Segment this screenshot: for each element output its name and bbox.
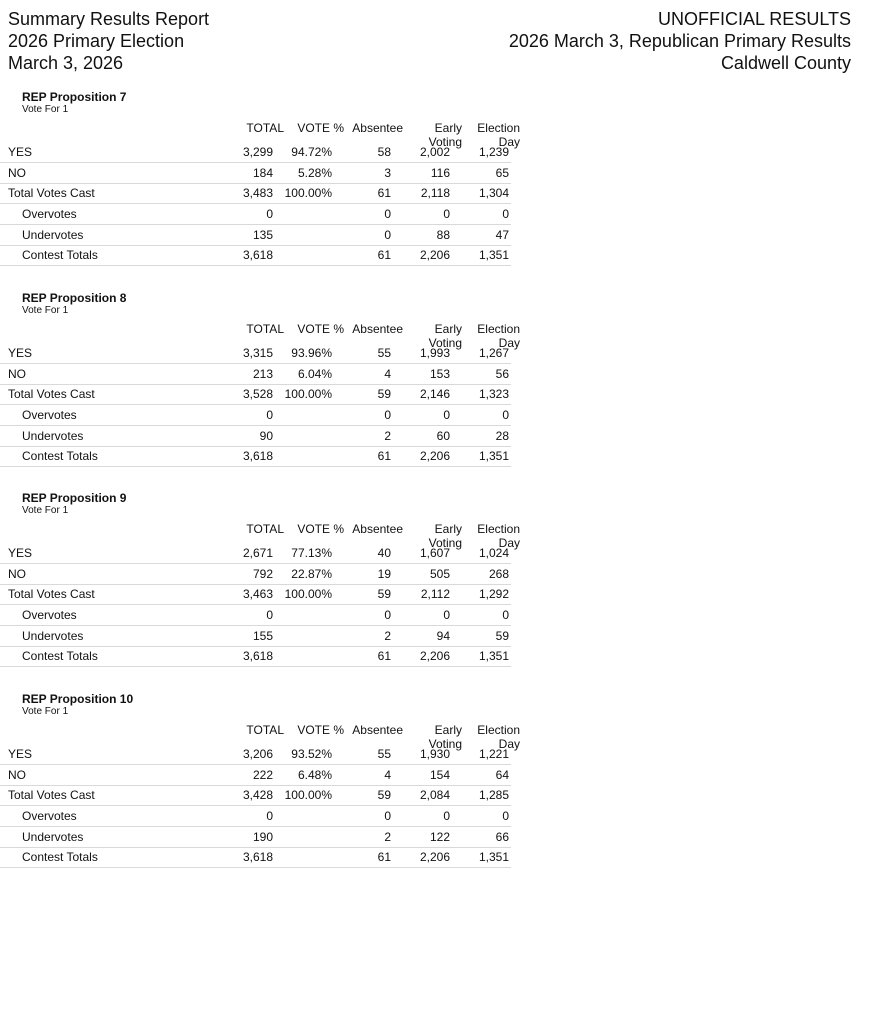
column-header-early-voting-text: Voting: [428, 536, 462, 550]
election-day-value: 0: [502, 408, 509, 422]
total-value: 3,618: [242, 649, 273, 663]
election-name: 2026 Primary Election: [8, 31, 185, 51]
column-header-total: [246, 522, 284, 536]
vote-for-label: Vote For 1: [22, 305, 69, 316]
total-value: 792: [252, 567, 273, 581]
early-voting-value: 2,118: [420, 186, 450, 200]
column-header-early-voting-text: Early: [434, 522, 462, 536]
early-voting-value: 0: [443, 207, 450, 221]
result-row: [0, 225, 511, 246]
result-row: [0, 584, 511, 605]
early-voting-value: 116: [430, 166, 450, 180]
result-row: [0, 744, 511, 765]
absentee-value: 3: [384, 166, 391, 180]
vote-for-label: Vote For 1: [22, 706, 69, 717]
vote-pct-value: 100.00%: [284, 587, 332, 601]
absentee-value: 59: [377, 587, 391, 601]
report-title: Summary Results Report: [8, 9, 210, 29]
total-value: 3,483: [242, 186, 273, 200]
column-header-early-voting-text: Voting: [428, 336, 462, 350]
column-header-election-day-text: Election: [477, 322, 520, 336]
column-header-early-voting-text: Early: [434, 322, 462, 336]
column-header-total-text: TOTAL: [246, 723, 284, 737]
election-date: March 3, 2026: [8, 53, 124, 73]
absentee-value: 59: [377, 788, 391, 802]
total-value: 222: [252, 768, 273, 782]
column-header-vote-pct: [297, 322, 344, 336]
total-value: 3,206: [242, 747, 273, 761]
absentee-value: 4: [384, 367, 391, 381]
column-header-absentee: [352, 522, 403, 536]
election-day-value: 0: [502, 207, 509, 221]
column-header-absentee-text: Absentee: [352, 322, 403, 336]
contest-title: REP Proposition 9: [22, 491, 127, 505]
early-voting-value: 94: [436, 629, 450, 643]
early-voting-value: 2,206: [419, 649, 450, 663]
row-label: Overvotes: [22, 608, 77, 622]
result-row: [0, 364, 511, 385]
result-row: [0, 646, 511, 667]
election-day-value: 268: [488, 567, 509, 581]
election-day-value: 1,351: [478, 850, 509, 864]
vote-pct-value: 77.13%: [291, 546, 332, 560]
vote-pct-value: 6.04%: [297, 367, 332, 381]
contest-title: REP Proposition 7: [22, 90, 127, 104]
total-value: 3,618: [242, 449, 273, 463]
column-header-early-voting-text: Voting: [428, 135, 462, 149]
early-voting-value: 1,607: [419, 546, 450, 560]
election-day-value: 66: [495, 830, 509, 844]
vote-pct-value: 93.52%: [291, 747, 332, 761]
row-label: Overvotes: [22, 408, 77, 422]
row-label: Contest Totals: [22, 248, 98, 262]
total-value: 190: [252, 830, 273, 844]
absentee-value: 61: [377, 850, 391, 864]
early-voting-value: 2,084: [419, 788, 450, 802]
row-label: NO: [8, 166, 26, 180]
column-header-election-day-text: Election: [477, 121, 520, 135]
column-header-election-day-text: Day: [498, 336, 520, 350]
total-value: 184: [252, 166, 273, 180]
absentee-value: 2: [384, 629, 391, 643]
early-voting-value: 2,206: [419, 850, 450, 864]
early-voting-value: 505: [429, 567, 450, 581]
result-row: [0, 204, 511, 225]
early-voting-value: 2,112: [420, 587, 450, 601]
absentee-value: 2: [384, 429, 391, 443]
contest-title: REP Proposition 10: [22, 692, 134, 706]
column-header-election-day-text: Day: [498, 737, 520, 751]
row-label: Total Votes Cast: [8, 788, 95, 802]
column-header-early-voting-text: Early: [434, 121, 462, 135]
vote-pct-value: 100.00%: [284, 788, 332, 802]
result-row: [0, 806, 511, 827]
row-label: Total Votes Cast: [8, 186, 95, 200]
early-voting-value: 2,206: [419, 248, 450, 262]
election-day-value: 28: [495, 429, 509, 443]
column-header-vote-pct: [297, 723, 344, 737]
column-header-total-text: TOTAL: [246, 121, 284, 135]
early-voting-value: 88: [436, 228, 450, 242]
column-header-absentee-text: Absentee: [352, 723, 403, 737]
result-row: [0, 142, 511, 163]
column-header-election-day-text: Election: [477, 723, 520, 737]
result-row: [0, 183, 511, 204]
election-day-value: 56: [495, 367, 509, 381]
vote-for-label: Vote For 1: [22, 505, 69, 516]
total-value: 3,528: [242, 387, 273, 401]
column-header-election-day-text: Day: [498, 135, 520, 149]
row-label: Undervotes: [22, 228, 84, 242]
election-day-value: 1,239: [478, 145, 509, 159]
total-value: 155: [252, 629, 273, 643]
column-header-absentee-text: Absentee: [352, 121, 403, 135]
total-value: 3,618: [242, 850, 273, 864]
column-header-total-text: TOTAL: [246, 322, 284, 336]
absentee-value: 61: [377, 449, 391, 463]
absentee-value: 19: [377, 567, 391, 581]
total-value: 3,618: [242, 248, 273, 262]
early-voting-value: 2,206: [419, 449, 450, 463]
absentee-value: 0: [384, 608, 391, 622]
early-voting-value: 2,002: [419, 145, 450, 159]
early-voting-value: 0: [443, 608, 450, 622]
election-day-value: 1,304: [478, 186, 509, 200]
result-row: [0, 384, 511, 405]
report-header-left: [8, 8, 209, 74]
column-header-early-voting-text: Voting: [428, 737, 462, 751]
column-header-early-voting-text: Early: [434, 723, 462, 737]
row-label: Total Votes Cast: [8, 387, 95, 401]
row-label: Overvotes: [22, 207, 77, 221]
row-label: NO: [8, 567, 26, 581]
row-label: NO: [8, 367, 26, 381]
total-value: 90: [259, 429, 273, 443]
absentee-value: 61: [377, 248, 391, 262]
result-row: [0, 626, 511, 647]
row-label: Contest Totals: [22, 649, 98, 663]
column-header-absentee: [352, 121, 403, 135]
result-row: [0, 163, 511, 184]
vote-pct-value: 93.96%: [291, 346, 332, 360]
early-voting-value: 154: [429, 768, 450, 782]
absentee-value: 40: [377, 546, 391, 560]
result-row: [0, 827, 511, 848]
early-voting-value: 122: [429, 830, 450, 844]
absentee-value: 4: [384, 768, 391, 782]
column-header-absentee: [352, 723, 403, 737]
result-row: [0, 343, 511, 364]
vote-pct-value: 6.48%: [297, 768, 332, 782]
election-day-value: 65: [495, 166, 509, 180]
total-value: 3,428: [242, 788, 273, 802]
result-row: [0, 785, 511, 806]
row-label: YES: [8, 346, 33, 360]
absentee-value: 55: [377, 747, 391, 761]
row-label: Total Votes Cast: [8, 587, 95, 601]
row-label: YES: [8, 747, 33, 761]
total-value: 0: [266, 608, 273, 622]
total-value: 2,671: [242, 546, 273, 560]
results-status: UNOFFICIAL RESULTS: [657, 9, 851, 29]
absentee-value: 61: [377, 649, 391, 663]
early-voting-value: 0: [443, 809, 450, 823]
election-day-value: 0: [502, 809, 509, 823]
result-row: [0, 847, 511, 868]
election-day-value: 0: [502, 608, 509, 622]
early-voting-value: 1,993: [419, 346, 450, 360]
row-label: Contest Totals: [22, 449, 98, 463]
result-row: [0, 426, 511, 447]
column-header-vote-pct-text: VOTE %: [297, 723, 344, 737]
early-voting-value: 0: [443, 408, 450, 422]
election-day-value: 59: [495, 629, 509, 643]
vote-pct-value: 22.87%: [291, 567, 332, 581]
absentee-value: 55: [377, 346, 391, 360]
column-header-vote-pct-text: VOTE %: [297, 322, 344, 336]
election-day-value: 1,351: [478, 248, 509, 262]
row-label: Undervotes: [22, 830, 84, 844]
total-value: 3,299: [242, 145, 273, 159]
total-value: 3,463: [242, 587, 273, 601]
election-day-value: 1,267: [478, 346, 509, 360]
column-header-vote-pct-text: VOTE %: [297, 522, 344, 536]
vote-pct-value: 5.28%: [297, 166, 332, 180]
early-voting-value: 1,930: [419, 747, 450, 761]
election-day-value: 64: [495, 768, 509, 782]
early-voting-value: 153: [429, 367, 450, 381]
column-header-total: [246, 322, 284, 336]
result-row: [0, 564, 511, 585]
absentee-value: 59: [377, 387, 391, 401]
election-day-value: 1,351: [478, 649, 509, 663]
vote-pct-value: 100.00%: [284, 387, 332, 401]
election-day-value: 1,323: [478, 387, 509, 401]
absentee-value: 0: [384, 228, 391, 242]
row-label: Overvotes: [22, 809, 77, 823]
absentee-value: 61: [377, 186, 391, 200]
column-header-election-day-text: Election: [477, 522, 520, 536]
row-label: Contest Totals: [22, 850, 98, 864]
total-value: 213: [252, 367, 273, 381]
column-header-vote-pct: [297, 522, 344, 536]
report-header-right: [509, 8, 851, 74]
row-label: NO: [8, 768, 26, 782]
absentee-value: 0: [384, 809, 391, 823]
contest-title: REP Proposition 8: [22, 291, 127, 305]
election-day-value: 1,351: [478, 449, 509, 463]
column-header-absentee-text: Absentee: [352, 522, 403, 536]
early-voting-value: 2,146: [419, 387, 450, 401]
result-row: [0, 765, 511, 786]
total-value: 0: [266, 408, 273, 422]
total-value: 0: [266, 809, 273, 823]
row-label: Undervotes: [22, 429, 84, 443]
row-label: YES: [8, 145, 33, 159]
vote-for-label: Vote For 1: [22, 104, 69, 115]
early-voting-value: 60: [436, 429, 450, 443]
election-day-value: 47: [495, 228, 509, 242]
county-name: Caldwell County: [720, 53, 851, 73]
result-row: [0, 446, 511, 467]
absentee-value: 2: [384, 830, 391, 844]
absentee-value: 58: [377, 145, 391, 159]
column-header-total: [246, 121, 284, 135]
election-day-value: 1,285: [478, 788, 509, 802]
row-label: Undervotes: [22, 629, 84, 643]
result-row: [0, 245, 511, 266]
column-header-absentee: [352, 322, 403, 336]
result-row: [0, 405, 511, 426]
row-label: YES: [8, 546, 33, 560]
vote-pct-value: 100.00%: [284, 186, 332, 200]
total-value: 0: [266, 207, 273, 221]
total-value: 3,315: [242, 346, 273, 360]
column-header-election-day-text: Day: [498, 536, 520, 550]
election-day-value: 1,221: [478, 747, 509, 761]
column-header-total: [246, 723, 284, 737]
column-header-vote-pct: [297, 121, 344, 135]
vote-pct-value: 94.72%: [291, 145, 332, 159]
results-title: 2026 March 3, Republican Primary Results: [508, 31, 851, 51]
absentee-value: 0: [384, 408, 391, 422]
column-header-total-text: TOTAL: [246, 522, 284, 536]
election-day-value: 1,292: [478, 587, 509, 601]
column-header-vote-pct-text: VOTE %: [297, 121, 344, 135]
result-row: [0, 543, 511, 564]
election-day-value: 1,024: [478, 546, 509, 560]
absentee-value: 0: [384, 207, 391, 221]
result-row: [0, 605, 511, 626]
total-value: 135: [252, 228, 273, 242]
